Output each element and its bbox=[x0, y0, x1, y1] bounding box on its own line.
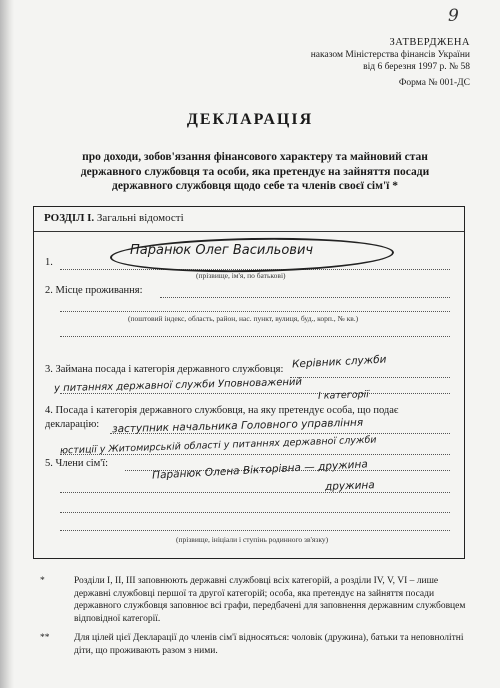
field-3-line-2 bbox=[60, 393, 450, 394]
handwritten-name: Паранюк Олег Васильович bbox=[130, 243, 314, 258]
subtitle-line-1: про доходи, зобов'язання фінансового характеру та майновий стан bbox=[82, 151, 428, 163]
section-label: РОЗДІЛ І. bbox=[44, 212, 95, 224]
handwritten-candidate-2: юстиції у Житомирській області у питаннях державної служби bbox=[59, 434, 377, 457]
field-4-label: 4. Посада і категорія державного службовця, на яку претендує особа, що подає bbox=[45, 405, 399, 416]
field-5-hint: (прізвище, ініціали і ступінь родинного зв'язку) bbox=[176, 535, 329, 544]
field-2-line-3 bbox=[60, 336, 450, 337]
field-5-line-2 bbox=[60, 492, 450, 493]
footnote-1 bbox=[40, 575, 472, 625]
field-2-hint: (поштовий індекс, область, район, нас. пункт, вулиця, буд., корп., № кв.) bbox=[128, 314, 359, 323]
field-2-line-2 bbox=[60, 311, 450, 312]
field-2-label: 2. Місце проживання: bbox=[45, 285, 143, 296]
subtitle-line-2: державного службовця та особи, яка претендує на зайняття посади bbox=[80, 165, 430, 178]
approval-line-1: наказом Міністерства фінансів України bbox=[310, 50, 470, 60]
footnote-2-mark: ** bbox=[40, 633, 50, 643]
field-5-line-4 bbox=[60, 530, 450, 531]
field-3-line-1 bbox=[290, 377, 450, 378]
page-number: 9 bbox=[448, 6, 459, 26]
footnote-1-mark: * bbox=[40, 576, 45, 586]
approval-stamp bbox=[311, 37, 470, 89]
field-5-line-1 bbox=[125, 470, 450, 471]
handwritten-position-3: І категорії bbox=[317, 389, 370, 402]
handwritten-family-1: Паранюк Олена Вікторівна — дружина bbox=[151, 458, 369, 482]
handwritten-family-2: дружина bbox=[324, 479, 375, 493]
form-number: Форма № 001-ДС bbox=[398, 78, 470, 88]
page-edge-shadow bbox=[0, 0, 14, 688]
field-2-line-1 bbox=[160, 297, 450, 298]
document-subtitle bbox=[40, 150, 470, 194]
field-1-hint: (прізвище, ім'я, по батькові) bbox=[196, 271, 286, 280]
handwritten-position-2: у питаннях державної служби Уповноважений bbox=[53, 376, 303, 395]
field-5-line-3 bbox=[60, 512, 450, 513]
approval-line-2: від 6 березня 1997 р. № 58 bbox=[363, 62, 470, 72]
field-1-number: 1. bbox=[45, 257, 53, 268]
field-5-label: 5. Члени сім'ї: bbox=[45, 458, 109, 469]
section-title: Загальні відомості bbox=[96, 212, 184, 224]
footnotes bbox=[40, 575, 472, 664]
field-4-label-cont: декларацію: bbox=[45, 419, 100, 430]
document-title: ДЕКЛАРАЦІЯ bbox=[186, 111, 314, 128]
section-divider bbox=[34, 231, 464, 232]
footnote-2-text: Для цілей цієї Декларації до членів сім'ї відносяться: чоловік (дружина), батьки та неповнолітні діти, що проживають разом з ними. bbox=[74, 633, 464, 656]
subtitle-line-3: державного службовця щодо себе та членів своєї сім'ї * bbox=[112, 180, 398, 192]
field-4-line-2 bbox=[60, 454, 450, 455]
approval-heading: ЗАТВЕРДЖЕНА bbox=[389, 37, 470, 48]
section-heading bbox=[44, 212, 184, 224]
footnote-2 bbox=[40, 632, 472, 657]
handwritten-candidate-1: заступник начальника Головного управління bbox=[111, 416, 364, 436]
field-4-line-1 bbox=[110, 433, 450, 434]
footnote-1-text: Розділи І, ІІ, ІІІ заповнюють державні службовці всіх категорій, а розділи IV, V, VI – лише державні службовці першої та другої категорій; особа, яка претендує на зайняття посади державного службовця заповнює всі графи, передбачені для заповнення державним службовцем відповідної категорії. bbox=[74, 576, 466, 624]
handwritten-position-1: Керівник служби bbox=[291, 353, 387, 371]
field-3-label: 3. Займана посада і категорія державного службовця: bbox=[45, 364, 284, 375]
